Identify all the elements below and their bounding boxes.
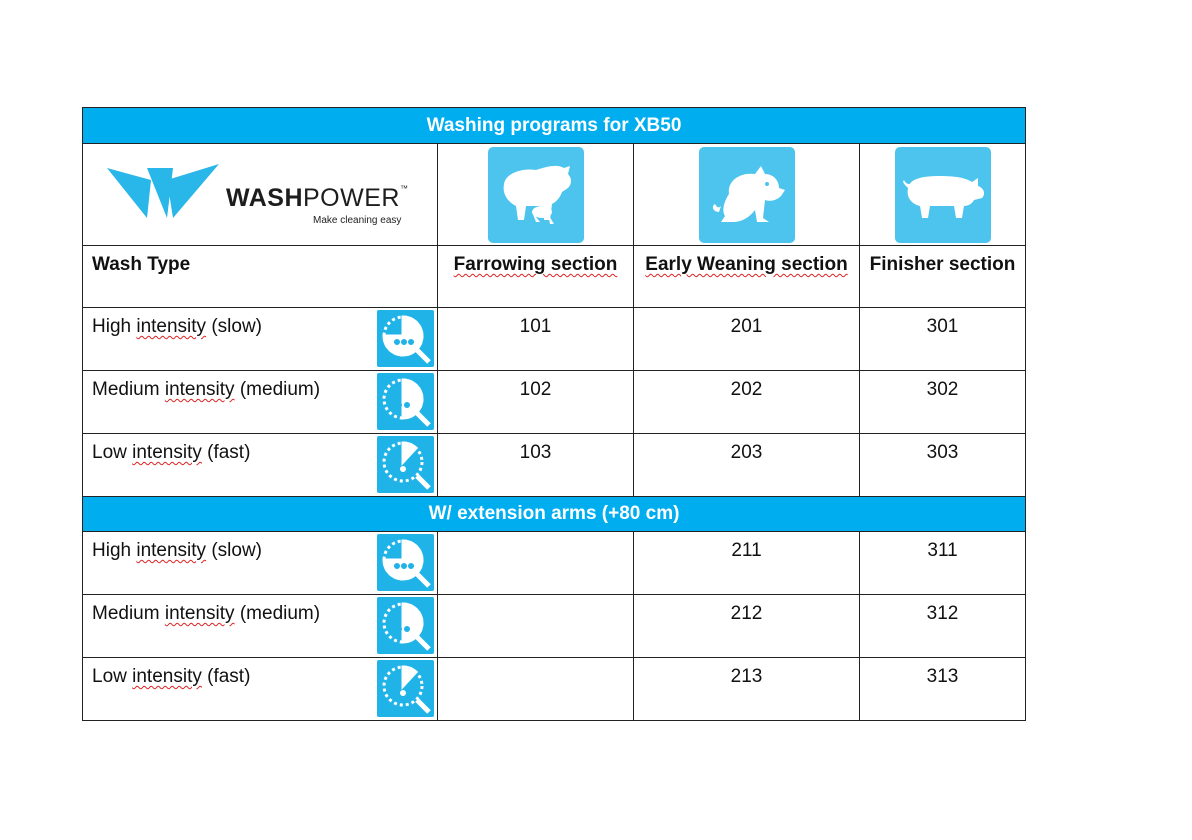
cell-farrowing: 101 xyxy=(438,308,634,371)
cell-early-weaning: 201 xyxy=(634,308,860,371)
finisher-image-cell xyxy=(860,144,1026,246)
table-row xyxy=(83,308,1026,371)
table-row xyxy=(83,532,1026,595)
pig-icon xyxy=(895,147,991,243)
table-title: Washing programs for XB50 xyxy=(83,108,1026,144)
logo-cell xyxy=(83,144,438,246)
early-weaning-image-cell xyxy=(634,144,860,246)
wash-type-cell xyxy=(83,595,438,658)
wash-type-cell xyxy=(83,308,438,371)
sitting-piglet-icon xyxy=(699,147,795,243)
wash-type-label: Medium intensity (medium) xyxy=(92,603,321,624)
wash-type-cell xyxy=(83,371,438,434)
programs-table xyxy=(82,107,1026,721)
table-row xyxy=(83,371,1026,434)
wash-type-label: Medium intensity (medium) xyxy=(92,379,321,400)
header-finisher: Finisher section xyxy=(860,246,1026,308)
wash-power-logo xyxy=(83,144,437,245)
cell-farrowing: 103 xyxy=(438,434,634,497)
wash-type-label: Low intensity (fast) xyxy=(92,442,251,463)
brand-wordmark: WASHPOWER™ xyxy=(226,184,409,212)
cell-finisher: 311 xyxy=(860,532,1026,595)
farrowing-image-cell xyxy=(438,144,634,246)
table-row xyxy=(83,595,1026,658)
sow-with-piglet-icon xyxy=(488,147,584,243)
wash-power-mark-icon xyxy=(107,164,219,220)
header-early-weaning: Early Weaning section xyxy=(634,246,860,308)
table-row xyxy=(83,658,1026,721)
wash-type-label: High intensity (slow) xyxy=(92,540,263,561)
cell-farrowing xyxy=(438,595,634,658)
cell-early-weaning: 212 xyxy=(634,595,860,658)
header-farrowing: Farrowing section xyxy=(438,246,634,308)
cell-farrowing xyxy=(438,658,634,721)
cell-farrowing xyxy=(438,532,634,595)
wash-type-cell xyxy=(83,434,438,497)
brand-tagline: Make cleaning easy xyxy=(313,215,402,226)
wash-type-label: High intensity (slow) xyxy=(92,316,263,337)
header-wash-type: Wash Type xyxy=(83,246,438,308)
wash-type-cell xyxy=(83,658,438,721)
medium-intensity-icon xyxy=(377,597,434,654)
cell-early-weaning: 213 xyxy=(634,658,860,721)
low-intensity-icon xyxy=(377,436,434,493)
cell-finisher: 313 xyxy=(860,658,1026,721)
table-row xyxy=(83,434,1026,497)
cell-farrowing: 102 xyxy=(438,371,634,434)
cell-finisher: 302 xyxy=(860,371,1026,434)
cell-finisher: 301 xyxy=(860,308,1026,371)
cell-finisher: 312 xyxy=(860,595,1026,658)
wash-type-cell xyxy=(83,532,438,595)
section-title: W/ extension arms (+80 cm) xyxy=(83,497,1026,532)
cell-early-weaning: 202 xyxy=(634,371,860,434)
high-intensity-icon xyxy=(377,310,434,367)
high-intensity-icon xyxy=(377,534,434,591)
wash-type-label: Low intensity (fast) xyxy=(92,666,251,687)
programs-table-container xyxy=(82,107,1025,721)
cell-early-weaning: 203 xyxy=(634,434,860,497)
cell-early-weaning: 211 xyxy=(634,532,860,595)
cell-finisher: 303 xyxy=(860,434,1026,497)
medium-intensity-icon xyxy=(377,373,434,430)
low-intensity-icon xyxy=(377,660,434,717)
